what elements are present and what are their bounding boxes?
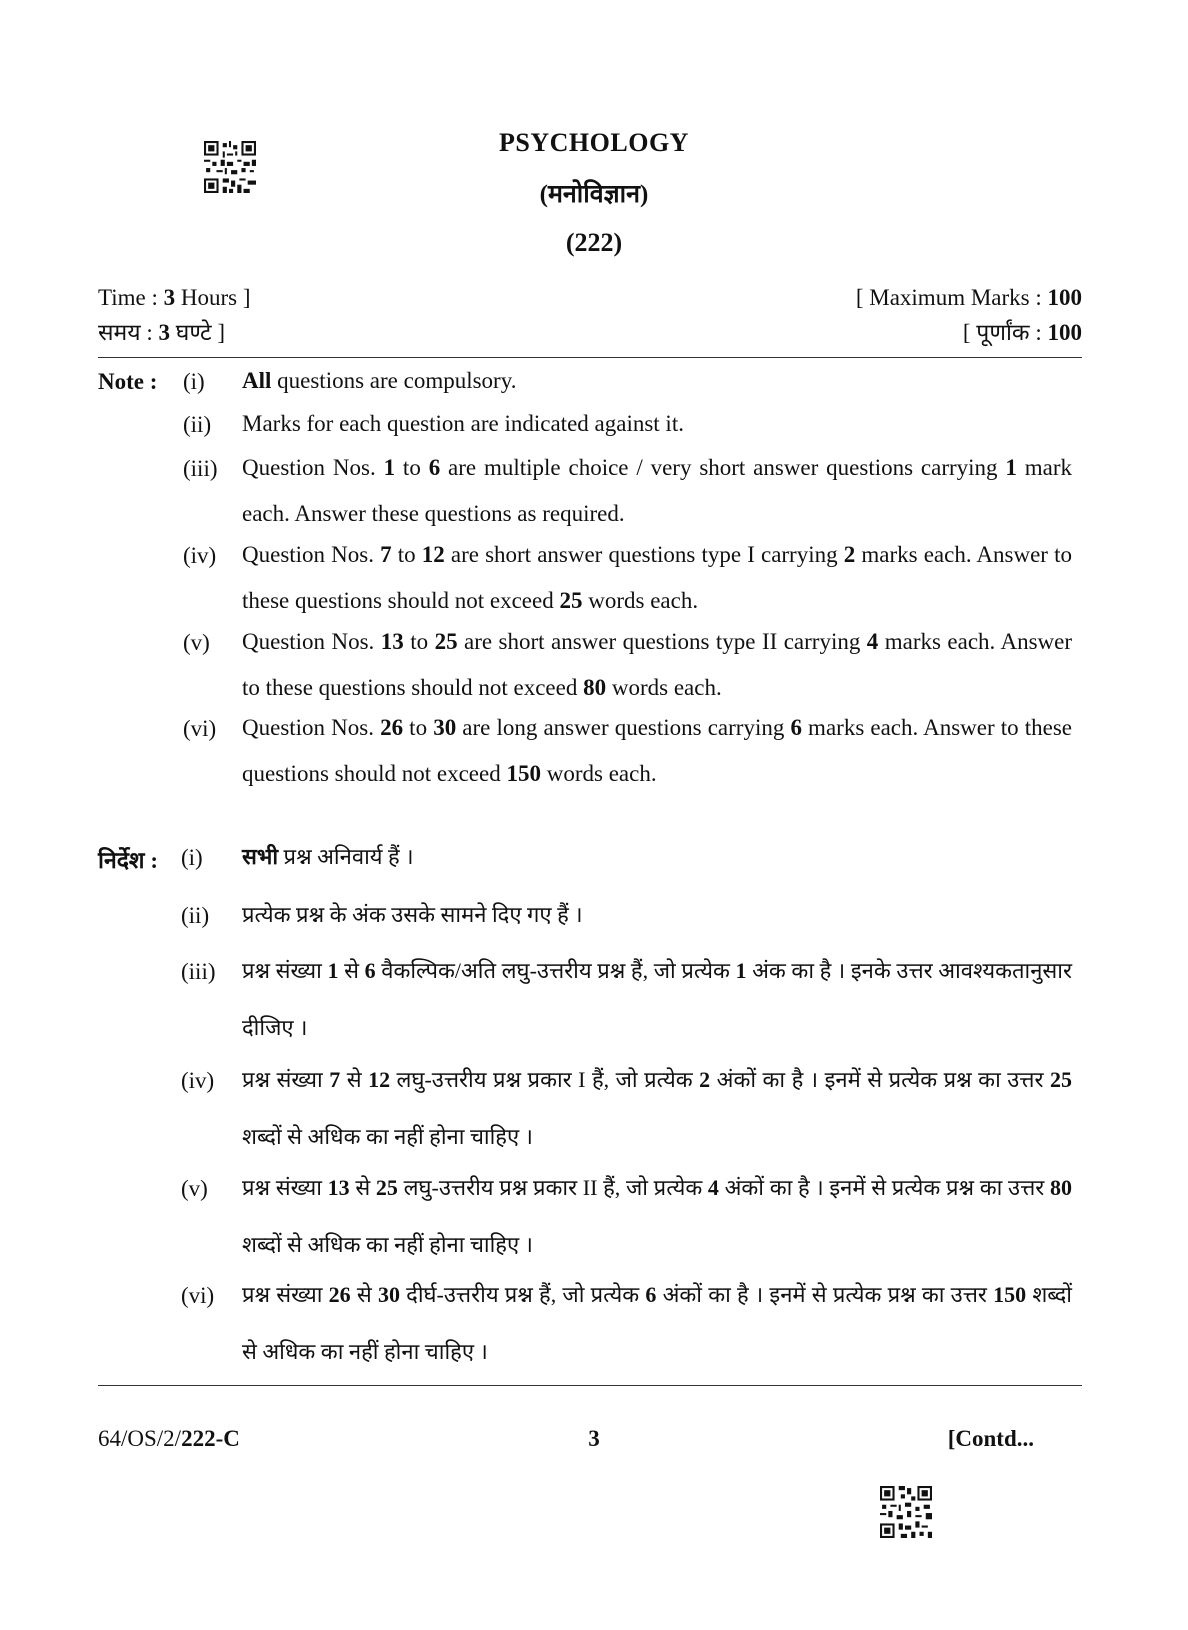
note-item-number: (iv) [183, 543, 217, 568]
note-item-number: (vi) [183, 716, 217, 741]
continued-marker: [Contd... [947, 1426, 1034, 1451]
note-item-number: (iv) [181, 1068, 215, 1093]
note-item-number: (iii) [181, 959, 216, 984]
note-item: Marks for each question are indicated against it. [242, 411, 684, 436]
footer-divider [98, 1385, 1082, 1386]
note-item-hindi: प्रश्न संख्या 1 से 6 वैकल्पिक/अति लघु-उत्तरीय प्रश्न हैं, जो प्रत्येक 1 अंक का है । इनके उत्तर आवश्यकतानुसार दीजिए । [242, 958, 1072, 1040]
note-item-hindi: प्रत्येक प्रश्न के अंक उसके सामने दिए गए हैं । [242, 902, 583, 927]
note-item-number: (v) [183, 630, 210, 655]
note-item: All questions are compulsory. [242, 368, 517, 393]
note-item-hindi: सभी प्रश्न अनिवार्य हैं । [242, 844, 414, 869]
note-label-hindi: निर्देश : [98, 848, 158, 873]
note-item-number: (v) [181, 1176, 208, 1201]
note-item-hindi: प्रश्न संख्या 13 से 25 लघु-उत्तरीय प्रश्न प्रकार II हैं, जो प्रत्येक 4 अंकों का है । इनमें से प्रत्येक प्रश्न का उत्तर 80 शब्दों से अधिक का नहीं होना चाहिए । [242, 1175, 1072, 1257]
note-item-number: (ii) [181, 903, 210, 928]
page-number: 3 [588, 1426, 600, 1451]
note-item-number: (i) [183, 369, 205, 394]
qr-code-bottom [880, 1486, 932, 1538]
note-item: Question Nos. 1 to 6 are multiple choice / very short answer questions carrying 1 mark each. Answer these questions as required. [242, 455, 1073, 526]
time-line-hindi: समय : 3 घण्टे ] [98, 320, 226, 345]
note-item-number: (i) [181, 845, 203, 870]
note-item-number: (iii) [183, 456, 218, 481]
subject-title: PSYCHOLOGY [499, 128, 689, 157]
note-item-hindi: प्रश्न संख्या 26 से 30 दीर्घ-उत्तरीय प्रश्न हैं, जो प्रत्येक 6 अंकों का है । इनमें से प्रत्येक प्रश्न का उत्तर 150 शब्दों से अधिक का नहीं होना चाहिए । [242, 1282, 1072, 1364]
note-item-hindi: प्रश्न संख्या 7 से 12 लघु-उत्तरीय प्रश्न प्रकार I हैं, जो प्रत्येक 2 अंकों का है । इनमें से प्रत्येक प्रश्न का उत्तर 25 शब्दों से अधिक का नहीं होना चाहिए । [242, 1067, 1072, 1149]
subject-code: (222) [565, 228, 623, 257]
paper-code: 64/OS/2/222-C [98, 1426, 240, 1451]
note-item-number: (ii) [183, 412, 212, 437]
note-item: Question Nos. 13 to 25 are short answer questions type II carrying 4 marks each. Answer to these questions should not exceed 80 words each. [242, 629, 1072, 700]
note-item-number: (vi) [181, 1283, 215, 1308]
note-label: Note : [98, 369, 158, 394]
max-marks-line: [ Maximum Marks : 100 [855, 285, 1082, 310]
subject-title-hindi: (मनोविज्ञान) [539, 181, 649, 208]
max-marks-line-hindi: [ पूर्णांक : 100 [962, 320, 1082, 345]
time-line: Time : 3 Hours ] [98, 285, 251, 310]
note-item: Question Nos. 26 to 30 are long answer questions carrying 6 marks each. Answer to these questions should not exceed 150 words each. [242, 715, 1072, 786]
note-item: Question Nos. 7 to 12 are short answer questions type I carrying 2 marks each. Answer to these questions should not exceed 25 words each. [242, 542, 1072, 613]
